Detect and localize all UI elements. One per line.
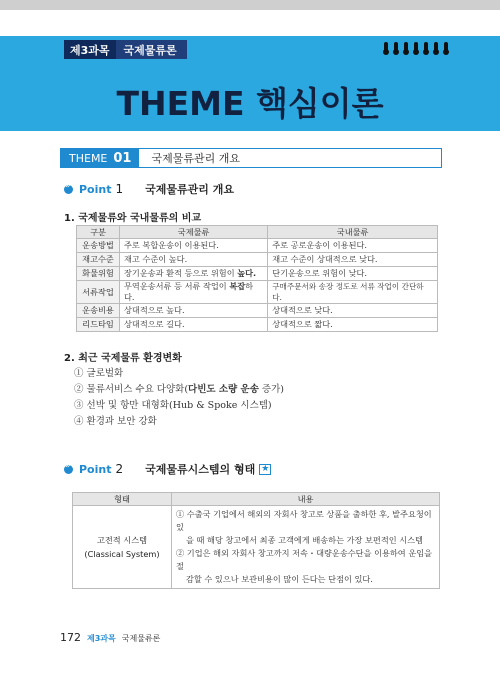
intl-cell: 장기운송과 환적 등으로 위험이 높다.	[120, 267, 268, 281]
system-type	[73, 506, 172, 589]
row-key: 리드타임	[77, 318, 120, 332]
theme-tag: THEME 01	[61, 149, 139, 167]
column-header: 국제물류	[120, 226, 268, 239]
dom-cell: 주로 공로운송이 이용된다.	[268, 239, 438, 253]
list-item: ① 글로벌화	[74, 368, 124, 379]
point-label: Point	[79, 462, 112, 476]
theme-name: 국제물류관리 개요	[151, 152, 240, 165]
star-icon: ★	[261, 463, 270, 474]
subject-tab	[64, 40, 187, 59]
banner-title: THEME 핵심이론	[116, 84, 384, 123]
page-footer	[60, 631, 160, 644]
trend-list	[74, 366, 284, 430]
dom-cell: 상대적으로 낮다.	[268, 304, 438, 318]
intl-cell: 상대적으로 높다.	[120, 304, 268, 318]
row-key: 화물위험	[77, 267, 120, 281]
system-table	[72, 492, 440, 589]
footer-subject: 제3과목	[87, 634, 116, 643]
point-arrow-icon	[64, 465, 73, 474]
list-item: ③ 선박 및 항만 대형화(Hub & Spoke 시스템)	[74, 400, 272, 411]
column-header: 내용	[172, 493, 440, 506]
dom-cell: 구매주문서와 송장 정도로 서류 작업이 간단하다.	[268, 281, 438, 304]
row-key: 운송방법	[77, 239, 120, 253]
dom-cell: 재고 수준이 상대적으로 낮다.	[268, 253, 438, 267]
table-row	[73, 506, 440, 589]
point-title: 국제물류관리 개요	[145, 183, 234, 196]
type-english: (Classical System)	[84, 549, 160, 559]
point-number: 1	[115, 182, 124, 196]
dom-cell: 단기운송으로 위험이 낮다.	[268, 267, 438, 281]
column-header: 형태	[73, 493, 172, 506]
footer-name: 국제물류론	[121, 634, 161, 643]
subject-name: 국제물류론	[123, 43, 177, 57]
binder-rings-icon	[384, 42, 448, 52]
intl-cell: 주로 복합운송이 이용된다.	[120, 239, 268, 253]
point-2-header	[64, 461, 271, 477]
column-header: 구분	[77, 226, 120, 239]
description-line: 감할 수 있으나 보관비용이 많이 든다는 단점이 있다.	[186, 574, 373, 584]
point-number: 2	[115, 462, 124, 476]
intl-cell: 무역운송서류 등 서류 작업이 복잡하다.	[120, 281, 268, 304]
table-header-row	[73, 493, 440, 506]
description-line: ① 수출국 기업에서 해외의 자회사 창고로 상품을 출하한 후, 발주요청이 있	[176, 509, 432, 532]
row-key: 서류작업	[77, 281, 120, 304]
subject-chip: 제3과목	[64, 40, 116, 59]
top-strip	[0, 0, 500, 10]
intl-cell: 상대적으로 길다.	[120, 318, 268, 332]
section-heading: 2. 최근 국제물류 환경변화	[64, 353, 182, 364]
row-key: 운송비용	[77, 304, 120, 318]
description-line: 을 때 해당 창고에서 최종 고객에게 배송하는 가장 보편적인 시스템	[186, 535, 423, 545]
description-line: ② 기업은 해외 자회사 창고까지 저속・대량운송수단을 이용하여 운임을 절	[176, 548, 433, 571]
table-row	[77, 267, 438, 281]
theme-header	[60, 148, 442, 168]
point-1-header	[64, 181, 234, 197]
point-arrow-icon	[64, 185, 73, 194]
system-description	[172, 506, 440, 589]
table-row	[77, 318, 438, 332]
dom-cell: 상대적으로 짧다.	[268, 318, 438, 332]
table-row	[77, 253, 438, 267]
list-item: ④ 환경과 보안 강화	[74, 416, 157, 427]
table-row	[77, 281, 438, 304]
point-title: 국제물류시스템의 형태	[145, 463, 256, 476]
intl-cell: 재고 수준이 높다.	[120, 253, 268, 267]
column-header: 국내물류	[268, 226, 438, 239]
table-header-row	[77, 226, 438, 239]
comparison-table	[76, 225, 438, 332]
list-item: ② 물류서비스 수요 다양화(다빈도 소량 운송 증가)	[74, 384, 284, 395]
section-heading: 1. 국제물류와 국내물류의 비교	[64, 213, 202, 224]
point-label: Point	[79, 182, 112, 196]
row-key: 재고수준	[77, 253, 120, 267]
table-row	[77, 304, 438, 318]
page-number: 172	[60, 631, 81, 644]
type-korean: 고전적 시스템	[96, 535, 148, 545]
table-row	[77, 239, 438, 253]
